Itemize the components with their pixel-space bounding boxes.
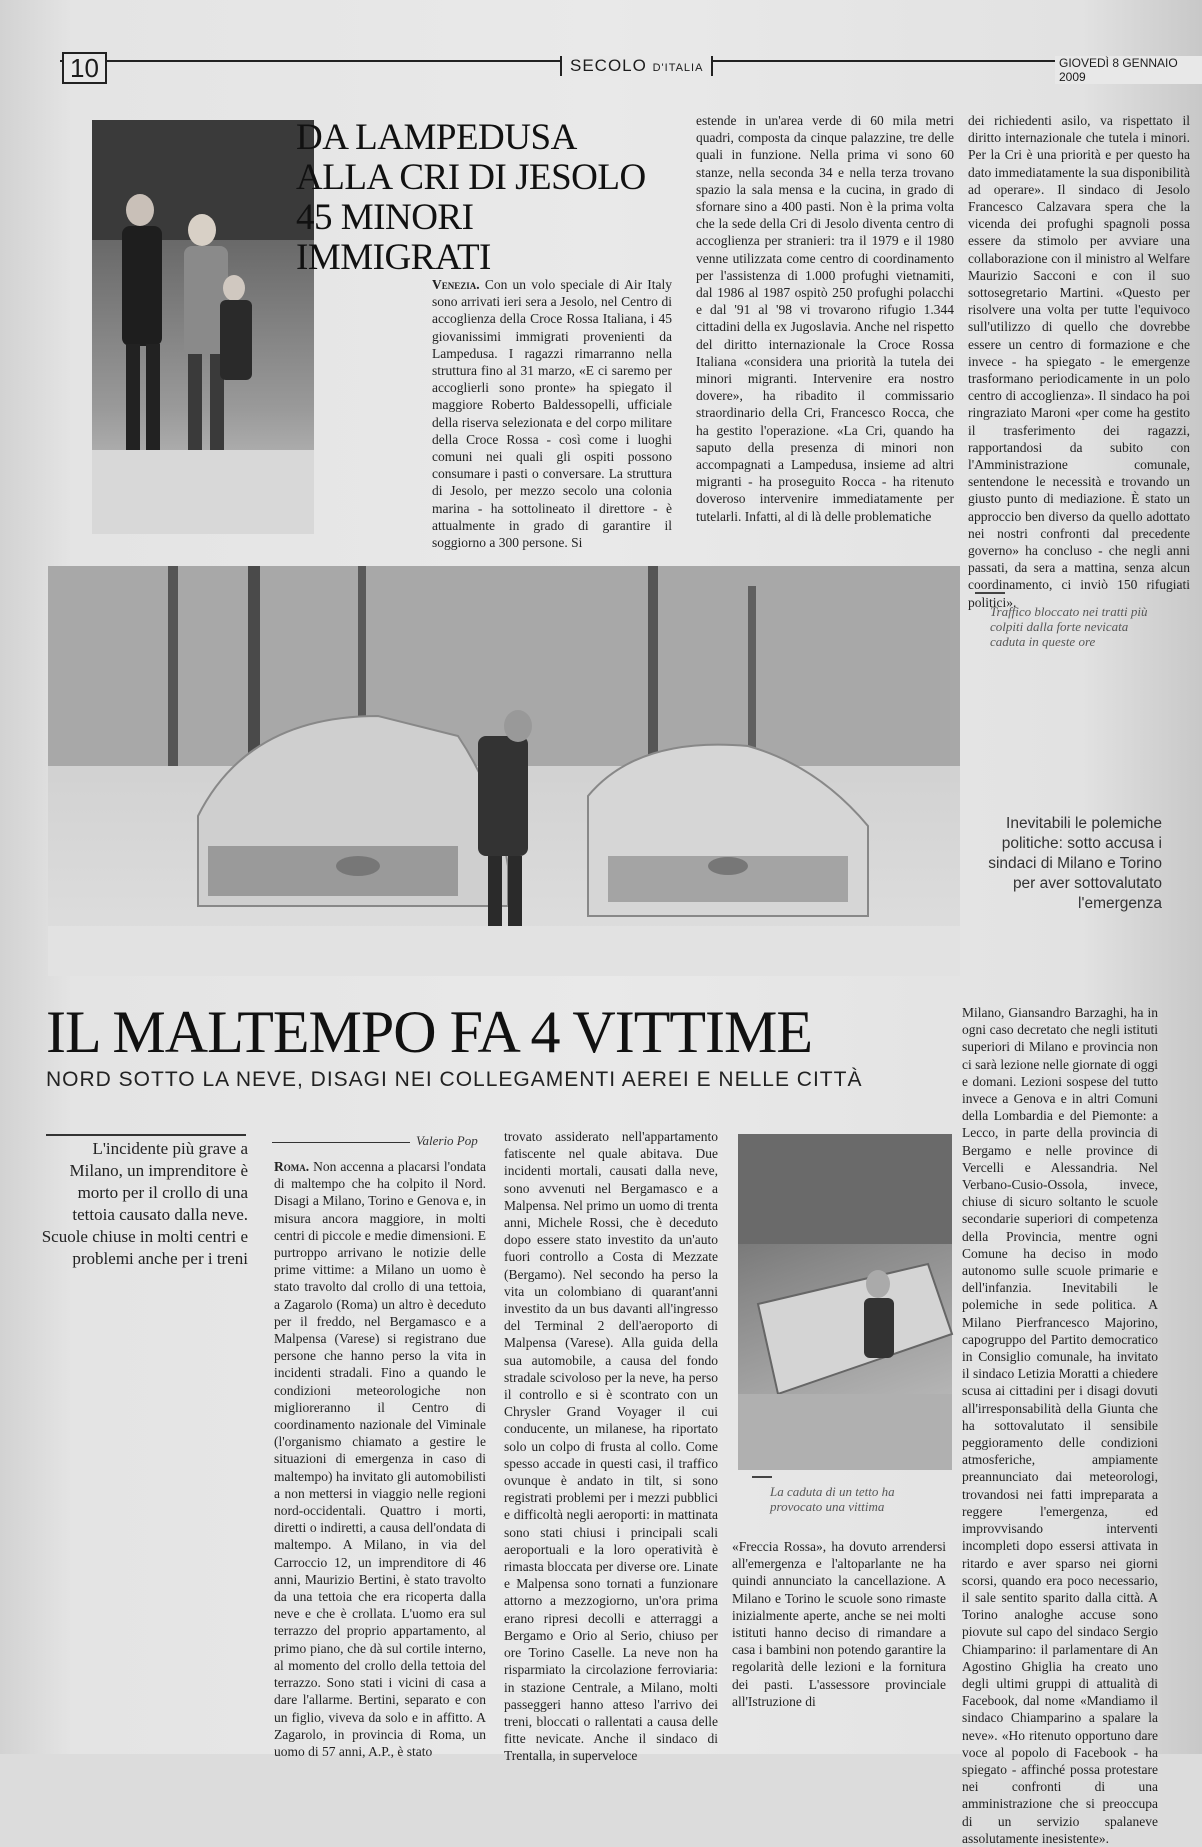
page-number: 10 [62, 52, 107, 84]
article2-col4-text: Milano, Giansandro Barzaghi, ha in ogni caso decretato che negli istituti superiori di Milano e provincia non ci sarà lezione nelle giornate di oggi e domani. Lezioni sospese del tutto invece a Genova e in altri Comuni della Lombardia e del Piemonte: a Lecco, in parte della provincia di Bergamo e nelle province di Vercelli e Alessandria. Nel Verbano-Cusio-Ossola, invece, chiuse di sicuro soltanto le scuole secondarie superiori di competenza della Provincia, mentre ogni Comune ha deciso in modo autonomo sulle scuole primarie e dell'infanzia. Inevitabili le polemiche in sede politica. A Milano Pierfrancesco Majorino, capogruppo del Partito democratico in Consiglio comunale, ha invitato il sindaco Letizia Moratti a chiedere scusa ai cittadini per i disagi dovuti all'irresponsabilità della Giunta che ha sottovalutato il sensibile peggioramento delle condizioni atmosferiche, ampiamente preannunciato dai meteorologi, trovandosi nei fatti impreparata a reggere l'emergenza, ed improvvisando interventi incompleti dopo essersi attivata in ritardo e aver sparso nei giorni scorsi, quando era poco necessario, il sale sentito sparito dalla città. A Torino analoghe accuse sono piovute sul capo del sindaco Sergio Chiamparino: il parlamentare di An Agostino Ghiglia ha creato uno degli ultimi gruppi di attualità di Facebook, dal nome «Mandiamo il sindaco Chiamparino a spalare la neve». «Ho ritenuto opportuno dare voce al popolo di Facebook - ha spiegato - affinché possa protestare nei confronti di una amministrazione che si preoccupa di un servizio spalaneve assolutamente inesistente». [962, 1005, 1158, 1846]
masthead-suffix: D'ITALIA [652, 62, 704, 74]
article2-col4 [962, 1004, 1158, 1846]
roof-photo-caption: La caduta di un tetto ha provocato una vittima [770, 1484, 895, 1514]
article1-col2-text: estende in un'area verde di 60 mila metri quadri, composta da cinque palazzine, tre delle quali in funzione. Nella prima vi sono 60 stanze, nella seconda 34 e nella terza trovano spazio la sala mensa e la cucina, in grado di sfornare sino a 400 pasti. Non è la prima volta che la sede della Cri di Jesolo diventa centro di accoglienza per stranieri: tra il 1979 e il 1980 venne utilizzata come centro di coordinamento per l'assistenza di 1.000 profughi vietnamiti, dal 1986 al 1987 ospitò 250 profughi polacchi e dal '91 al '98 vi trovarono rifugio 1.344 cittadini della ex Jugoslavia. Anche nel rispetto del diritto internazionale la Croce Rossa Italiana «considera una priorità la tutela dei minori migranti. Intervenire era nostro dovere», ha ribadito il commissario straordinario della Cri, Francesco Rocca, che ha gestito l'operazione. «La Cri, quando ha saputo della presenza di minori non accompagnati a Lampedusa, insieme ad altri migranti - ha proseguito Rocca - ha ritenuto doveroso intervenire immediatamente per tutelarli. Infatti, al di là delle problematiche [696, 113, 954, 524]
snow-scene [48, 566, 960, 976]
article2-col3-text: «Freccia Rossa», ha dovuto arrendersi all'emergenza e l'altoparlante ne ha quindi annunciato la cancellazione. A Milano e Torino le scuole sono rimaste inizialmente aperte, anche se nei molti istituti hanno deciso di rimandare a casa i bambini non potendo garantire la regolarità delle lezioni e la fornitura dei pasti. L'assessore provinciale all'Istruzione di [732, 1539, 946, 1709]
article2-title: IL MALTEMPO FA 4 VITTIME [46, 999, 813, 1065]
snow-traffic-photo [48, 566, 960, 976]
dateline: Roma. [274, 1159, 310, 1174]
title-line: DA LAMPEDUSA [296, 117, 577, 158]
roof-scene [738, 1134, 952, 1470]
caption-rule [975, 592, 1005, 594]
title-line: 45 MINORI IMMIGRATI [296, 197, 491, 278]
pull-quote: Inevitabili le polemiche politiche: sotto accusa i sindaci di Milano e Torino per aver sottovalutato l'emergenza [988, 815, 1162, 912]
photo-figures [92, 120, 314, 534]
summary-rule [46, 1134, 246, 1136]
dateline: Venezia. [432, 277, 480, 292]
article2-col3 [732, 1538, 946, 1744]
photo-caption-rule [752, 1476, 772, 1478]
article2-col2 [504, 1128, 718, 1764]
title-line: ALLA CRI DI JESOLO [296, 157, 646, 198]
article2-col2-text: trovato assiderato nell'appartamento fatiscente nel quale abitava. Due incidenti mortali, causati dalla neve, sono avvenuti nel Bergamasco e a Malpensa. Nel primo un uomo di trenta anni, Michele Rossi, che è deceduto dopo essere stato investito da un'auto fuori controllo a Costa di Mezzate (Bergamo). Nel secondo ha perso la vita un colombiano di quarant'anni investito da un bus davanti all'ingresso del Terminal 2 dell'aeroporto di Malpensa (Varese). Alla guida della sua automobile, a causa del fondo stradale scivoloso per la neve, ha perso il controllo e si è scontrato con un Chrysler Grand Voyager il cui conducente, un milanese, ha riportato solo un colpo di frusta al collo. Come spesso accade in questi casi, il traffico ovunque è andato in tilt, si sono registrati problemi per i mezzi pubblici e difficoltà negli aeroporti: in mattinata sono stati chiusi i principali scali aeroportuali e la loro operatività è rimasta bloccata per diverse ore. Linate e Malpensa sono tornati a funzionare attorno a mezzogiorno, un'ora prima erano ripresi decolli e atterraggi a Bergamo e Orio al Serio, chiuso per ore Torino Caselle. La neve non ha risparmiato la circolazione ferroviaria: in stazione Centrale, a Milano, molti passeggeri hanno atteso l'arrivo dei treni, bloccati o rallentati a causa delle fitte nevicate. Anche il sindaco di Trentalla, in superveloce [504, 1129, 718, 1764]
article2-col1-text: Non accenna a placarsi l'ondata di maltempo che ha colpito il Nord. Disagi a Milano, Torino e Genova e, in misura ancora maggiore, in molti centri di piccole e medie dimensioni. E purtroppo arrivano le notizie delle prime vittime: a Milano un uomo è stato travolto dal crollo di una tettoia, a Zagarolo (Roma) un altro è deceduto per il freddo, nel Bergamasco e a Malpensa (Varese) si registrano due persone che hanno perso la vita in incidenti stradali. Fino a quando le condizioni meteorologiche non miglioreranno il Centro di coordinamento nazionale del Viminale (l'organismo chiamato a gestire le situazioni di emergenza in caso di maltempo) ha invitato gli automobilisti a non mettersi in viaggio nelle regioni nord-occidentali. Quattro i morti, diretti o indiretti, a causa dell'ondata di maltempo. A Milano, in via del Carroccio 12, un imprenditore di 46 anni, Maurizio Bertini, è stato travolto da una tettoia che era ricoperta dalla neve e che è crollata. L'uomo era sul terrazzo del proprio appartamento, al primo piano, che dà sul cortile interno, al momento del crollo della tettoia del terrazzo. Sono stati i vicini di casa a dare l'allarme. Bertini, separato e con un figlio, viveva da solo e in affitto. A Zagarolo, in provincia di Roma, un uomo di 57 anni, A.P., è stato [274, 1159, 486, 1759]
article2-summary: L'incidente più grave a Milano, un imprenditore è morto per il crollo di una tettoia causato dalla neve. Scuole chiuse in molti centri e problemi anche per i treni [41, 1139, 248, 1268]
article1-col2 [696, 112, 954, 534]
masthead-title: SECOLO [570, 56, 647, 75]
article1-col3 [968, 112, 1190, 610]
collapsed-roof-photo [738, 1134, 952, 1470]
snow-photo-caption: Traffico bloccato nei tratti più colpiti dalla forte nevicata caduta in queste ore [990, 604, 1148, 649]
article2-subtitle: NORD SOTTO LA NEVE, DISAGI NEI COLLEGAMENTI AEREI E NELLE CITTÀ [46, 1068, 863, 1091]
article2-col1 [274, 1158, 486, 1759]
issue-date: GIOVEDÌ 8 GENNAIO 2009 [1055, 56, 1202, 84]
article1-col3-text: dei richiedenti asilo, va rispettato il diritto internazionale che tutela i minori. Per la Cri è una priorità e per questo ha dato immediatamente la sua disponibilità ad operare». Il sindaco di Jesolo Francesco Calzavara spera che la vicenda dei profughi spagnoli possa essere da stimolo per avviare una collaborazione con il ministro al Welfare Maurizio Sacconi e con il suo sottosegretario Martini. «Questo per risolvere una volta per tutte l'equivoco sull'utilizzo di quello che dovrebbe essere un centro di formazione e che invece - ha spiegato - le emergenze trasformano periodicamente in un polo centro di accoglienza». Il sindaco ha poi ringraziato Maroni «per come ha gestito il trasferimento dei ragazzi, rapportandosi da subito con l'Amministrazione comunale, sentendone le necessità e trovando un giusto punto di mediazione. È stato un approccio ben diverso da quello adottato nei nostri confronti dal precedente governo» ha concluso - che negli anni passati, da sera a mattina, senza alcun coordinamento, ci inviò 150 rifugiati politici». [968, 113, 1190, 610]
article1-col1 [432, 276, 673, 551]
lampedusa-photo [92, 120, 314, 534]
author-rule [272, 1142, 410, 1143]
masthead [560, 56, 713, 76]
article1-col1-text: Con un volo speciale di Air Italy sono arrivati ieri sera a Jesolo, nel Centro di accoglienza della Croce Rossa Italiana, i 45 giovanissimi immigrati provenienti da Lampedusa. I ragazzi rimarranno nella struttura fino al 31 marzo, «E ci saremo per accoglierli sono pronte» ha spiegato il maggiore Roberto Baldessopelli, ufficiale della riserva selezionata e del corpo militare della Croce Rossa - così come i luoghi comuni nei quali gli ospiti possono consumare i pasti o conversare. La struttura di Jesolo, per mezzo secolo una colonia marina - ha sottolineato il direttore - è attualmente in grado di garantire il soggiorno a 300 persone. Si [432, 277, 673, 551]
author: Valerio Pop [416, 1133, 478, 1148]
article1-title [296, 118, 676, 278]
